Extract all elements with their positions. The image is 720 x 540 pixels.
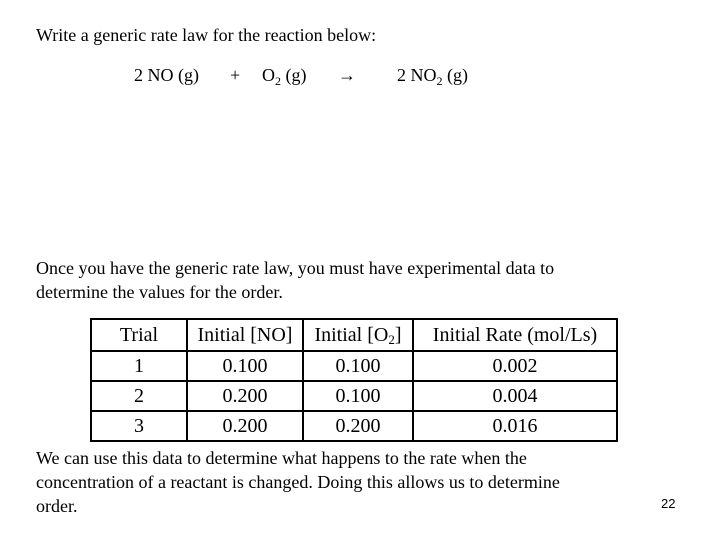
cell-initial-no: 0.200 — [187, 381, 303, 411]
paragraph-experimental-data — [36, 256, 554, 304]
rate-data-table — [90, 318, 618, 442]
table-row — [91, 351, 617, 381]
product-no2-subscript: 2 — [436, 74, 443, 88]
paragraph-line: Once you have the generic rate law, you must have experimental data to — [36, 258, 555, 278]
header-initial-no: Initial [NO] — [187, 319, 303, 351]
question-prompt: Write a generic rate law for the reaction below: — [36, 25, 377, 45]
header-trial: Trial — [91, 319, 187, 351]
reactant-o2 — [262, 64, 307, 88]
paragraph-determine-order — [36, 446, 560, 518]
product-no2 — [397, 64, 468, 88]
header-o2-suffix: ] — [394, 323, 402, 346]
cell-initial-no: 0.200 — [187, 411, 303, 441]
cell-initial-no: 0.100 — [187, 351, 303, 381]
cell-trial: 2 — [91, 381, 187, 411]
paragraph-line: determine the values for the order. — [36, 282, 283, 302]
reactant-o2-base: O — [262, 65, 275, 85]
cell-trial: 1 — [91, 351, 187, 381]
cell-initial-rate: 0.016 — [413, 411, 617, 441]
paragraph-line: We can use this data to determine what happens to the rate when the — [36, 448, 527, 468]
cell-trial: 3 — [91, 411, 187, 441]
reaction-arrow: → — [338, 65, 356, 85]
cell-initial-o2: 0.100 — [303, 381, 413, 411]
plus-sign: + — [230, 65, 241, 85]
table-row — [91, 411, 617, 441]
product-no2-state: (g) — [442, 65, 468, 85]
table-row — [91, 381, 617, 411]
header-initial-o2 — [303, 319, 413, 351]
paragraph-line: concentration of a reactant is changed. Doing this allows us to determine — [36, 472, 560, 492]
cell-initial-o2: 0.200 — [303, 411, 413, 441]
reactant-o2-state: (g) — [281, 65, 307, 85]
cell-initial-rate: 0.002 — [413, 351, 617, 381]
header-o2-prefix: Initial [O — [314, 323, 389, 346]
page-number: 22 — [661, 496, 676, 511]
table-header-row — [91, 319, 617, 351]
header-o2-subscript: 2 — [388, 331, 395, 347]
product-no2-base: 2 NO — [397, 65, 437, 85]
cell-initial-rate: 0.004 — [413, 381, 617, 411]
paragraph-line: order. — [36, 496, 78, 516]
reactant-no: 2 NO (g) — [134, 65, 199, 85]
cell-initial-o2: 0.100 — [303, 351, 413, 381]
header-initial-rate: Initial Rate (mol/Ls) — [413, 319, 617, 351]
reactant-o2-subscript: 2 — [275, 74, 281, 88]
